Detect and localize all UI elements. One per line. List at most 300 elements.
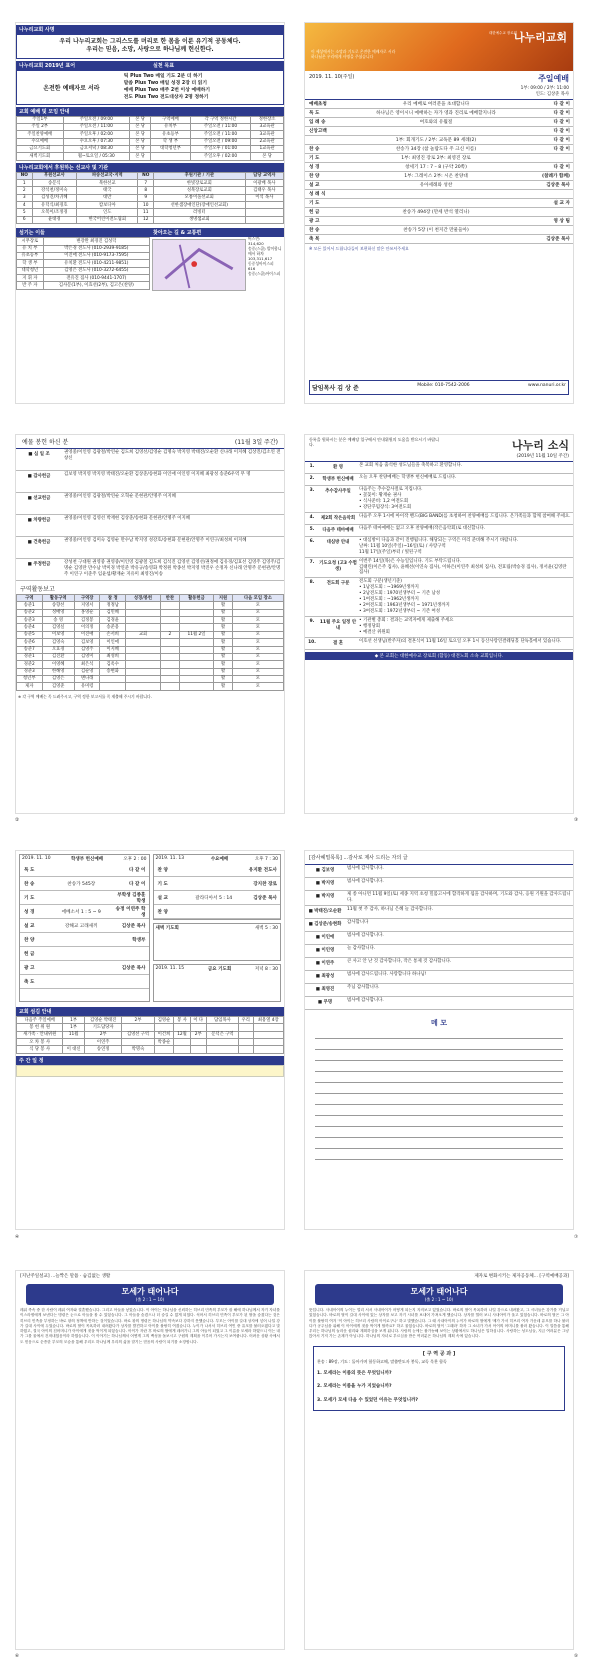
table-cell: 이 다 (190, 1017, 206, 1024)
schedule-row (17, 123, 284, 130)
table-cell: 유 치 부 (17, 245, 44, 252)
program-label: 찬 양 (157, 867, 168, 873)
table-cell (126, 617, 161, 624)
table-cell: 11월 (63, 1031, 85, 1038)
order-leader: 다 같 이 (553, 120, 570, 126)
table-cell: 청년부 (17, 675, 43, 682)
memo-title: 메 모 (431, 1018, 447, 1027)
column-header: 활동헌금 (179, 595, 213, 602)
weekly-header: 주 간 일 정 (16, 1056, 284, 1065)
cell-row (17, 675, 284, 682)
thanks-name: ■ 최광성 (315, 973, 335, 979)
memo-line (315, 1116, 563, 1127)
info-row (17, 1024, 284, 1031)
table-cell: 주일오후 / 02:00 (190, 153, 250, 160)
page-thanks (304, 850, 574, 1230)
table-cell: 모 (232, 624, 283, 631)
table-cell: 정한장소 (251, 116, 284, 123)
table-cell: 한국어린이전도협회 (77, 216, 138, 223)
table-cell: 문덕은 구역 (206, 1031, 238, 1038)
table-cell: 박명숙 (122, 1046, 154, 1053)
table-cell (161, 639, 180, 646)
banner-text: 이 세상에서는 소망과 기도로 온전한 예배자로 서라 하나님은 우리에게 사명을 주셨습니다 (311, 49, 396, 59)
program-label: 헌 금 (24, 951, 35, 957)
order-content: 찬송가 5장 (이 천지간 만물들아) (403, 228, 469, 234)
table-cell: 수요예배 (17, 138, 64, 145)
staff-row (17, 275, 150, 282)
table-cell: 모 (232, 661, 283, 668)
table-cell: 김태우 목사 (245, 187, 283, 194)
news-detail: 오늘 오후 찬양예배는 학생부 헌신예배로 드립니다. (359, 475, 457, 480)
table-cell (253, 1031, 283, 1038)
program-row (20, 863, 149, 877)
weekly-schedule (16, 1065, 284, 1077)
table-cell: 최용열 4장 (253, 1017, 283, 1024)
table-cell: 변강완 최경진 김성덕 (43, 238, 149, 245)
info-row (17, 1039, 284, 1046)
order-leader: 다 같 이 (553, 129, 570, 135)
offering-names: 강성천 구대원 권영중 권영중/이인영 김광철 김도희 김석진 김영선 김영선/권정애 김유경/김효선 김영주 김영주/김명순 김영란 만수남 박미경 박연준 박유규/송영화 박정원 박종선 박지영 박진우 손정자 신나래 안명주 문현관/안명주 이연구 이준주 임윤섭/황재순 지유미 최영진/이송 (64, 560, 281, 577)
order-content: 찬송가 34장 (참 놀랍도다 주 크신 이름) (395, 147, 477, 153)
program-row (154, 905, 281, 919)
table-cell: 5 (17, 209, 33, 216)
table-cell: 유치부 (151, 123, 191, 130)
wed-date: 2019. 11. 13 (155, 856, 185, 861)
offering-type: ■ 차량헌금 (27, 518, 51, 523)
thanks-row (305, 932, 573, 945)
news-item (305, 486, 573, 513)
staff-row (17, 252, 150, 259)
schedule-table (16, 116, 284, 161)
cell-row (17, 631, 284, 638)
table-cell: 시무장로 (17, 238, 44, 245)
table-cell: 김순영 (74, 668, 100, 675)
table-cell: 오복이/조정경 (32, 209, 77, 216)
worship-order-row (305, 154, 573, 163)
table-cell: 모 (232, 609, 283, 616)
order-content: 창세기 17 : 7 – 8 (구약 20쪽) (405, 165, 467, 171)
offering-type: ■ 선교헌금 (27, 496, 51, 501)
news-detail: • 대심방이 다음과 같이 진행됩니다. 해당되는 구역은 미리 준비해 주시기 바랍니다. 날짜: 11월 10일(주일)~16일(토) / 사랑구역 11월 17일(주일)부터 / 빛된구역 (359, 537, 519, 555)
thanks-row (305, 945, 573, 958)
thanks-row (305, 919, 573, 932)
order-content: 찬송가 494장 (만세 반석 열리니) (402, 210, 470, 216)
table-cell (179, 653, 213, 660)
column-header: 지원 (214, 595, 233, 602)
goal-item: 예배 Plus Two 매주 2번 이상 예배하기 (123, 88, 211, 94)
news-detail: 전도회 구분(생년기준) • 1남전도회 : ~1969년생까지 • 2남전도회 : 1970년생부터 ~ 기존 남성 • 1여전도회 : ~1962년생까지 • 2여전도회 : 1963년생부터 ~ 1971년생까지 • 3여전도회 : 1972년생부터 ~ 기존 여성 (359, 579, 450, 615)
table-cell: 김영실 (42, 624, 74, 631)
table-cell: 김영준 (42, 683, 74, 690)
table-cell: 오효경 (42, 646, 74, 653)
table-cell: 오 차 봉 사 (17, 1039, 63, 1046)
cell-row (17, 609, 284, 616)
thanks-message: 범사에 감사합니다. (347, 997, 384, 1003)
table-cell: 주일오전 / 11:00 (63, 123, 129, 130)
column-header: 참 정 (100, 595, 126, 602)
staff-row (17, 282, 150, 289)
program-label: 기 도 (24, 895, 35, 901)
footer-web[interactable]: www.nanuri.or.kr (528, 383, 566, 388)
table-cell: 9 (138, 194, 154, 201)
cell-row (17, 624, 284, 631)
page-number: ⑤ (574, 1654, 579, 1659)
thanks-message: 범사에 감사드립니다. 사랑합니다 하나님! (347, 971, 427, 977)
table-cell: 3 (17, 194, 33, 201)
table-cell: 8 (138, 187, 154, 194)
table-cell (174, 1024, 190, 1031)
thanks-row (305, 984, 573, 997)
staff-table (16, 237, 150, 290)
table-cell (179, 668, 213, 675)
offering-row (16, 449, 284, 471)
table-cell: 박종순 (154, 1039, 174, 1046)
order-label: 설 교 (309, 183, 320, 189)
info-table (16, 1016, 284, 1054)
missions-table (16, 172, 284, 225)
study-question: 3. 모세가 모세 다음 수 있었던 이유는 무엇입니까? (317, 1397, 419, 1403)
thanks-row (305, 891, 573, 906)
table-cell: 2 (161, 631, 180, 638)
cell-row (17, 661, 284, 668)
table-cell: 송향선 (42, 602, 74, 609)
program-label: 설 교 (157, 895, 168, 901)
table-cell: 김옥수 (100, 661, 126, 668)
memo-line (315, 1105, 563, 1116)
program-label: 광 고 (24, 965, 35, 971)
worship-order-row (305, 127, 573, 136)
info-row (17, 1031, 284, 1038)
table-cell: 북한선교 (77, 180, 138, 187)
table-cell: 반 주 자 (17, 282, 44, 289)
program-label: 축 도 (24, 979, 35, 985)
worship-order-row (305, 163, 573, 172)
program-leader: 부학생 김종훈 학생 (117, 892, 146, 904)
table-cell (122, 1024, 154, 1031)
student-program (19, 854, 150, 1002)
news-footer: ◆ 본 교회는 대한예수교 장로회 (합동) 대전노회 소속 교회입니다. (305, 652, 573, 660)
church-name: 나누리교회 (513, 31, 567, 44)
program-label: 찬 송 (24, 881, 35, 887)
table-cell: 성매영 (42, 609, 74, 616)
thanks-header: [감사헤밀목록] ...감사로 제사 드리는 자의 글 (309, 855, 408, 861)
program-content: 에베소서 1 : 5 ~ 9 (61, 909, 101, 915)
table-cell: 10 (138, 202, 154, 209)
table-cell (161, 675, 180, 682)
sermon-title-text: 모세가 태어나다 (121, 1287, 179, 1296)
news-item (305, 462, 573, 474)
news-number: 3. (309, 488, 315, 493)
table-cell: 활 (214, 646, 233, 653)
table-cell: 김정봉 (74, 617, 100, 624)
dawn-title: 새벽 기도회 (155, 926, 179, 931)
thanks-row (305, 906, 573, 919)
staff-row (17, 238, 150, 245)
table-cell (161, 661, 180, 668)
order-label: 찬 송 (309, 147, 320, 153)
sermon-header: [지난주일설교] ...늘짝은 말씀 · 숨김없는 생활 (20, 1274, 111, 1279)
info-row (17, 1046, 284, 1053)
table-cell: 모 (232, 602, 283, 609)
thanks-message: 제 쏭 아니면 11월 9일(토) 세종 지역 초청 밀몸고시에 합격하게 됨을 감사하며, 기도와 감사, 응원 기원을 감사드립니다. (347, 892, 571, 903)
table-cell (161, 653, 180, 660)
order-label: 헌 금 (309, 210, 320, 216)
table-cell: 활 (214, 631, 233, 638)
wed-title: 수요예배 (210, 857, 229, 862)
table-cell (179, 646, 213, 653)
table-cell: 김영순 (154, 1017, 174, 1024)
order-content: 1부: 회개기도 / 2부: 교독문 89 세례(2) (395, 138, 477, 144)
news-item (305, 617, 573, 638)
study-body: 뜻입니다. 사내아이의 누이는 멀리 서서 사내아이가 어떻게 되는지 지켜보고 있었습니다. 바로의 딸이 목욕하러 나일 강으로 내려왔고, 그 시녀들은 강가를 거닐고 있었습니다. 바로의 딸이 갈대 사이에 있는 상자를 보고 자기 시녀를 보내어 가져오게 했습니다. 상자를 열어 보니 사내아이가 울고 있었습니다. 바로의 딸은 그 아이를 불쌍히 여겨 '이 아이는 히브리 사람의 아이로구나' 하고 말했습니다. 그 때 사내아이의 누이가 바로의 딸에게 '제가 가서 히브리 여자 가운데 유모를 하나 불러다가 공주님을 위해 이 아이에게 젖을 먹이게 할까요?' 하고 물었습니다. 바로의 딸이 '그래라' 하자 그 소녀가 가서 아이의 어머니를 불러 왔습니다. 이 말씀을 통해 우리는 하나님의 놀라운 섭리와 계획하심을 보게 됩니다. 사람의 눈에는 불가능해 보이는 상황에서도 하나님은 일하십니다. 사랑하는 성도님들, 지금 여러분은 그냥 앉아서 기저 가는 존재가 아닙니다. 하나님의 자녀로 부르심을 받은 여러분은 하나님의 계획 속에 있습니다. (309, 1308, 569, 1339)
footer-pastor: 담임목사 김 상 준 (312, 385, 359, 392)
cell-footnote: ※ 각 구역 예배는 꼭 드려주시고, 구역 정한 보고서를 꼭 제출해 주시기 바랍니다. (18, 693, 152, 699)
table-cell (245, 209, 283, 216)
table-cell: 본 당 (251, 153, 284, 160)
table-cell: 송 영 (42, 617, 74, 624)
news-number: 5. (309, 526, 315, 532)
table-cell (161, 683, 180, 690)
page-number: ③ (574, 818, 579, 823)
memo-line (315, 1061, 563, 1072)
news-detail: 다음주 테마예배는 없고 오후 찬양예배(작은음악회)로 대신합니다. (359, 525, 486, 531)
table-cell (154, 1024, 174, 1031)
program-row (20, 961, 149, 975)
fri-program (153, 964, 282, 1002)
table-cell: 1 (17, 180, 33, 187)
intro-text: 등록을 원하시는 분은 예배당 입구에서 안내위원의 도움을 받으시기 바랍니다. (309, 437, 439, 448)
table-cell: 송준6 (17, 639, 43, 646)
cell-row (17, 602, 284, 609)
order-label: 성 례 식 (309, 192, 326, 198)
offering-names: 권영중/이인영 김광철/박연순 김도희 김영선/김영순 김명숙 박지영 박태진/오순환 신나래 이지혜 김상진/김소연 전창신 (64, 450, 281, 461)
news-number: 7. (309, 559, 315, 565)
footer-mobile: Mobile: 010-7542-2006 (417, 383, 470, 388)
table-cell: 2 (17, 187, 33, 194)
offering-row (16, 537, 284, 559)
table-cell: 주일오전 / 09:00 (190, 138, 250, 145)
table-cell (126, 653, 161, 660)
table-cell: 손서희 (100, 631, 126, 638)
table-cell: 다음주 주일예배 (17, 1017, 63, 1024)
service-date: 2019. 11. 10(주일) (309, 74, 355, 80)
order-label: 축 복 (309, 237, 320, 243)
table-cell: 활 (214, 683, 233, 690)
program-label: 설 교 (24, 923, 35, 929)
table-cell: 12월 (174, 1031, 190, 1038)
table-cell (126, 639, 161, 646)
offering-names: 권영중/이인영 김영선 박재현 김상준/송현화 문현관/안명주 이지혜 (64, 516, 190, 521)
study-title (315, 1284, 563, 1305)
table-cell: 모 (232, 683, 283, 690)
table-cell: 봉 헌 위 원 (17, 1024, 63, 1031)
table-cell (179, 639, 213, 646)
mission-row (17, 187, 284, 194)
table-cell (126, 609, 161, 616)
table-cell: 한해영 (42, 668, 74, 675)
bus-info: 버스번: 314,620 송중(스쿨) 발이합니 에서 하차 103,311,617 동중성아이스피 616 송중(스쿨)아이스피 (248, 236, 282, 276)
table-cell: 새가족 · 안내위원 (17, 1031, 63, 1038)
table-cell: 주일 2부 (17, 123, 64, 130)
table-cell (245, 202, 283, 209)
goal-item: 전도 Plus Two 전도대상자 2명 정하기 (123, 95, 209, 101)
table-cell: 이진애 (74, 631, 100, 638)
table-cell: 월~토요일 / 05:30 (63, 153, 129, 160)
study-title-text: 모세가 태어나다 (410, 1287, 468, 1296)
page-number: ④ (15, 1235, 20, 1240)
memo-line (315, 1050, 563, 1061)
thanks-name: ■ 이인애 (315, 934, 335, 940)
table-cell: 유초등부 (17, 252, 44, 259)
order-content: 여호와의 유월절 (419, 120, 453, 126)
table-cell: 모 (232, 617, 283, 624)
table-cell (206, 1039, 238, 1046)
table-cell: 활 (214, 661, 233, 668)
program-row (154, 877, 281, 891)
table-cell (126, 675, 161, 682)
table-cell: 본 당 (129, 138, 150, 145)
memo-line (315, 1083, 563, 1094)
table-cell: 교회 (126, 631, 161, 638)
news-date: (2019년 11월 10일 주간) (516, 454, 569, 459)
order-label: 기 도 (309, 156, 320, 162)
offering-names: 권영중/이인영 김미숙 김영순 만수남 박지영 성강호/송현화 문현관/안명주 이연구/최성희 이지혜 (64, 538, 247, 543)
order-label: 입 례 송 (309, 120, 326, 126)
table-cell (245, 216, 283, 223)
location-map (152, 239, 246, 291)
news-number: 4. (309, 514, 315, 520)
order-leader: 다 같 이 (553, 138, 570, 144)
table-cell: 주일오전 / 09:00 (63, 116, 129, 123)
cell-row (17, 646, 284, 653)
table-cell: 2교육관 (251, 138, 284, 145)
table-cell: 본 당 (129, 145, 150, 152)
program-content: 갈라디아서 5 : 14 (195, 895, 233, 901)
news-detail: 이호선 선생님(반주자)의 결혼식이 11월 16일 토요일 오후 1시 동산사랑연결웨딩홀 단독홀에서 있습니다. (359, 638, 562, 644)
news-list (305, 461, 573, 650)
table-cell (190, 1039, 206, 1046)
order-leader: 설 교 자 (553, 201, 570, 207)
thanks-row (305, 878, 573, 891)
order-leader: 김상준 목사 (546, 183, 570, 189)
thanks-name: ■ 박지영 (315, 894, 335, 899)
notice: ※ 모든 있어서 드립니다들이 보편하신 말은 안쓰셔주세요 (309, 246, 409, 252)
map-header: 찾아오는 길 & 교통편 (150, 228, 284, 237)
page-study (304, 1270, 574, 1650)
program-label: 찬 양 (157, 909, 168, 915)
table-cell (126, 668, 161, 675)
table-cell (190, 1046, 206, 1053)
vision-header: 나누리교회 사명 (16, 25, 284, 34)
table-cell: 6 (17, 216, 33, 223)
study-box-title: [ 구 역 공 과 ] (422, 1350, 456, 1357)
staff-header: 섬기는 이들 (16, 228, 150, 237)
table-cell: 활 (214, 624, 233, 631)
thanks-name: ■ 이연주 (315, 960, 335, 966)
program-leader: 김상준 목사 (253, 895, 277, 901)
program-row (20, 947, 149, 961)
staff-row (17, 245, 150, 252)
program-leader: 김상준 목사 (121, 923, 146, 929)
news-topic: 학생부 헌신예배 (322, 477, 354, 482)
memo-line (315, 1094, 563, 1105)
memo-line (315, 1072, 563, 1083)
column-header: 담당 교역자 (245, 172, 283, 179)
mission-row (17, 216, 284, 223)
table-cell: 담임목사 (206, 1017, 238, 1024)
table-cell: 태국 (77, 187, 138, 194)
table-cell: 유미령 (74, 683, 100, 690)
service-times: 1부: 09:00 / 2부: 11:00 (520, 86, 569, 91)
column-header: 성경/봉헌 (126, 595, 161, 602)
offering-type: ■ 십 일 조 (28, 452, 50, 457)
worship-order-row (305, 235, 573, 244)
table-cell: 이인애 (100, 639, 126, 646)
memo-lines (305, 1028, 573, 1160)
table-cell: 김영숙 (42, 639, 74, 646)
worship-order-row (305, 145, 573, 154)
program-label: 기 도 (157, 881, 168, 887)
table-cell: 대학청년부 (151, 145, 191, 152)
wed-time: 오후 7 : 30 (254, 857, 278, 862)
table-cell: 모 (232, 639, 283, 646)
table-cell: 경준2 (17, 661, 43, 668)
worship-order-row (305, 226, 573, 235)
cell-row (17, 639, 284, 646)
table-cell: 2부 (190, 1031, 206, 1038)
news-number: 2. (309, 476, 315, 481)
table-cell: 구역예배 (151, 116, 191, 123)
program-row (154, 891, 281, 905)
order-content: 1부: 최영진 장로 2부: 최영진 장로 (401, 156, 471, 162)
offering-row (16, 515, 284, 537)
table-cell: 금요저녁 / 08:30 (63, 145, 129, 152)
info-header: 교회 섬김 안내 (16, 1007, 284, 1016)
table-cell: 활 (214, 675, 233, 682)
thanks-list (305, 864, 573, 1010)
table-cell: 모 (232, 646, 283, 653)
student-order (20, 863, 149, 989)
news-topic: 다음주 테마예배 (322, 527, 354, 533)
program-leader: 다 같 이 (128, 881, 146, 887)
table-cell: 강석천/정미숙 (32, 187, 77, 194)
contact-footer (309, 380, 569, 395)
news-detail: 다음주는 추수감사절로 지킵니다. • 꽃꽂이: 황재순 권사 • 식사준비: 1,2 여전도회 • 강단꾸밈장식: 3여전도회 (359, 487, 423, 510)
dawn-time: 새벽 5 : 30 (254, 926, 278, 931)
table-cell: 최은석 (74, 661, 100, 668)
table-cell: 3교육관 (251, 123, 284, 130)
offering-type: ■ 건축헌금 (27, 540, 51, 545)
table-cell: 활 (214, 602, 233, 609)
staff-row (17, 267, 150, 274)
column-header: 후원선교사 (32, 172, 77, 179)
table-cell: 주일오후 / 02:00 (63, 131, 129, 138)
table-cell: 송준2 (17, 609, 43, 616)
table-cell: 활 (214, 653, 233, 660)
offering-type: ■ 주정헌금 (27, 562, 51, 567)
news-topic: 결 혼 (332, 640, 343, 646)
service-title: 주일예배 (538, 74, 569, 83)
news-number: 1. (309, 464, 315, 469)
thanks-message: 11월 첫 주 감사, 하나님 은혜 늘 감사합니다. (347, 906, 434, 912)
theme-text: 온전한 예배자로 서라 (43, 84, 100, 92)
goals-list (124, 73, 281, 102)
student-date: 2019. 11. 10 (22, 856, 51, 861)
table-cell: 새벽기도회 (17, 153, 64, 160)
table-cell: 11 (138, 209, 154, 216)
worship-order-row (305, 172, 573, 181)
table-cell: 변나래 (74, 675, 100, 682)
